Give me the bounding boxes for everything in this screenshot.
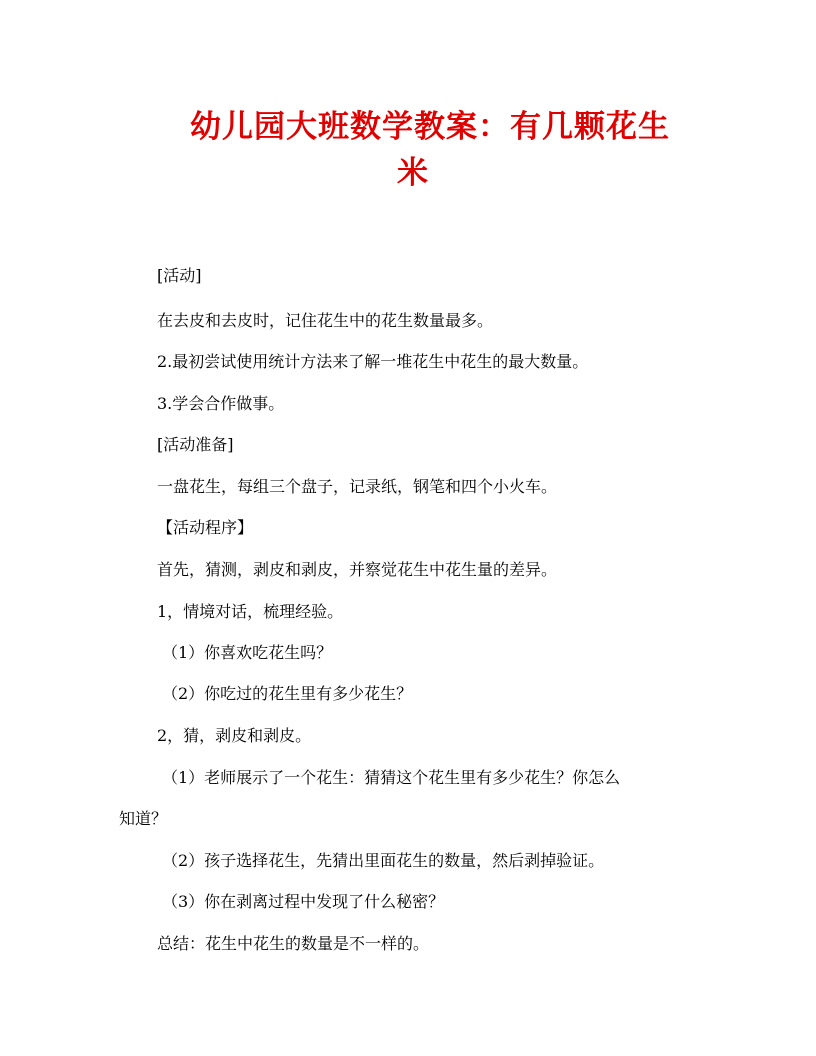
- title-line-2: 米: [397, 155, 429, 191]
- paragraph: （1）老师展示了一个花生：猜猜这个花生里有多少花生？你怎么: [162, 768, 621, 787]
- paragraph: 3.学会合作做事。: [157, 394, 285, 413]
- paragraph: 在去皮和去皮时，记住花生中的花生数量最多。: [157, 311, 494, 330]
- paragraph: 一盘花生，每组三个盘子，记录纸，钢笔和四个小火车。: [157, 477, 558, 496]
- paragraph: （3）你在剥离过程中发现了什么秘密？: [162, 892, 445, 911]
- document-title: [150, 104, 710, 196]
- paragraph: 1，情境对话，梳理经验。: [157, 602, 344, 621]
- paragraph-summary: 总结：花生中花生的数量是不一样的。: [157, 934, 430, 953]
- section-heading-procedure: 【活动程序】: [157, 518, 254, 537]
- paragraph: （2）你吃过的花生里有多少花生？: [162, 684, 413, 703]
- paragraph: 2，猜，剥皮和剥皮。: [157, 726, 312, 745]
- paragraph: （2）孩子选择花生，先猜出里面花生的数量，然后剥掉验证。: [162, 851, 605, 870]
- section-heading-preparation: [活动准备]: [157, 435, 234, 454]
- paragraph: 首先，猜测，剥皮和剥皮，并察觉花生中花生量的差异。: [157, 560, 558, 579]
- paragraph: 2.最初尝试使用统计方法来了解一堆花生中花生的最大数量。: [157, 352, 589, 371]
- section-heading-activity: [活动]: [157, 266, 202, 285]
- paragraph: （1）你喜欢吃花生吗？: [162, 643, 333, 662]
- paragraph-continuation: 知道？: [119, 809, 168, 828]
- title-line-1: 幼儿园大班数学教案：有几颗花生: [190, 109, 670, 145]
